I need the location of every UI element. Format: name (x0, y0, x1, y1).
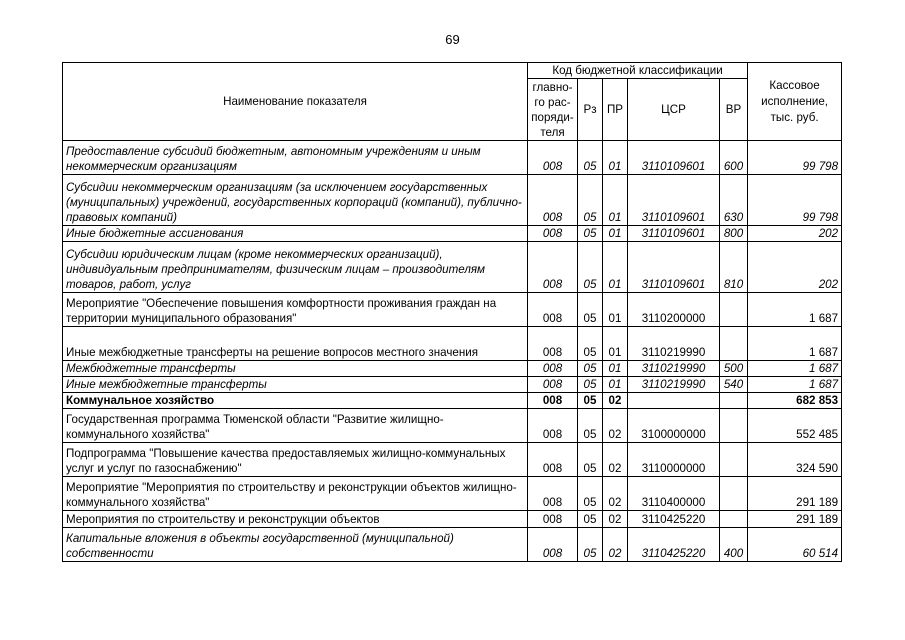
row-pr: 02 (603, 528, 628, 562)
header-main-manager: главно-го рас-поряди-теля (528, 79, 578, 141)
table-row (63, 528, 842, 562)
row-rz: 05 (578, 293, 603, 327)
row-amount: 1 687 (748, 327, 842, 361)
row-rz: 05 (578, 511, 603, 528)
row-name: Иные межбюджетные трансферты на решение вопросов местного значения (63, 327, 528, 361)
header-pr: ПР (603, 79, 628, 141)
row-csr: 3110425220 (628, 528, 720, 562)
row-vr (720, 327, 748, 361)
header-amount: Кассовое исполнение, тыс. руб. (748, 63, 842, 141)
header-vr: ВР (720, 79, 748, 141)
table-row (63, 443, 842, 477)
row-amount: 1 687 (748, 377, 842, 393)
row-vr (720, 393, 748, 409)
row-vr: 800 (720, 226, 748, 242)
table-row (63, 293, 842, 327)
row-name: Субсидии некоммерческим организациям (за исключением государственных (муниципальных) учреждений, государственных корпораций (компаний), публично-правовых компаний) (63, 175, 528, 226)
row-amount: 1 687 (748, 293, 842, 327)
row-amount: 291 189 (748, 477, 842, 511)
row-rz: 05 (578, 141, 603, 175)
row-main-manager: 008 (528, 511, 578, 528)
row-vr: 600 (720, 141, 748, 175)
row-vr: 630 (720, 175, 748, 226)
row-amount: 202 (748, 242, 842, 293)
row-rz: 05 (578, 528, 603, 562)
row-csr: 3110109601 (628, 242, 720, 293)
row-rz: 05 (578, 409, 603, 443)
row-main-manager: 008 (528, 293, 578, 327)
row-pr: 02 (603, 477, 628, 511)
row-name: Иные бюджетные ассигнования (63, 226, 528, 242)
row-pr: 01 (603, 327, 628, 361)
row-csr: 3110219990 (628, 361, 720, 377)
row-pr: 02 (603, 393, 628, 409)
table-row (63, 242, 842, 293)
row-vr: 500 (720, 361, 748, 377)
row-amount: 202 (748, 226, 842, 242)
row-main-manager: 008 (528, 242, 578, 293)
row-pr: 01 (603, 361, 628, 377)
row-vr (720, 443, 748, 477)
row-rz: 05 (578, 377, 603, 393)
row-main-manager: 008 (528, 141, 578, 175)
row-name: Подпрограмма "Повышение качества предоставляемых жилищно-коммунальных услуг и услуг по газоснабжению" (63, 443, 528, 477)
row-pr: 02 (603, 409, 628, 443)
row-main-manager: 008 (528, 327, 578, 361)
table-row (63, 175, 842, 226)
table-row (63, 477, 842, 511)
row-rz: 05 (578, 443, 603, 477)
row-main-manager: 008 (528, 409, 578, 443)
row-main-manager: 008 (528, 361, 578, 377)
row-pr: 01 (603, 141, 628, 175)
row-amount: 60 514 (748, 528, 842, 562)
row-rz: 05 (578, 242, 603, 293)
table-row (63, 377, 842, 393)
row-vr (720, 293, 748, 327)
row-main-manager: 008 (528, 226, 578, 242)
row-csr: 3110200000 (628, 293, 720, 327)
row-main-manager: 008 (528, 377, 578, 393)
row-vr (720, 477, 748, 511)
row-pr: 01 (603, 175, 628, 226)
row-vr (720, 409, 748, 443)
table-row (63, 361, 842, 377)
row-name: Коммунальное хозяйство (63, 393, 528, 409)
table-row (63, 327, 842, 361)
row-name: Государственная программа Тюменской области "Развитие жилищно-коммунального хозяйства" (63, 409, 528, 443)
row-main-manager: 008 (528, 175, 578, 226)
row-pr: 02 (603, 443, 628, 477)
row-name: Межбюджетные трансферты (63, 361, 528, 377)
table-row (63, 511, 842, 528)
header-csr: ЦСР (628, 79, 720, 141)
header-name: Наименование показателя (63, 63, 528, 141)
row-pr: 02 (603, 511, 628, 528)
row-csr (628, 393, 720, 409)
row-vr (720, 511, 748, 528)
row-main-manager: 008 (528, 528, 578, 562)
row-name: Мероприятия по строительству и реконструкции объектов (63, 511, 528, 528)
row-csr: 3110219990 (628, 327, 720, 361)
row-amount: 99 798 (748, 175, 842, 226)
row-vr: 540 (720, 377, 748, 393)
row-csr: 3110219990 (628, 377, 720, 393)
budget-table (62, 62, 842, 562)
table-row (63, 393, 842, 409)
row-csr: 3110425220 (628, 511, 720, 528)
row-pr: 01 (603, 377, 628, 393)
row-name: Мероприятие "Мероприятия по строительству и реконструкции объектов жилищно-коммунального хозяйства" (63, 477, 528, 511)
header-code-group: Код бюджетной классификации (528, 63, 748, 79)
row-main-manager: 008 (528, 477, 578, 511)
row-csr: 3110400000 (628, 477, 720, 511)
row-rz: 05 (578, 393, 603, 409)
row-pr: 01 (603, 226, 628, 242)
row-amount: 99 798 (748, 141, 842, 175)
row-amount: 324 590 (748, 443, 842, 477)
row-amount: 552 485 (748, 409, 842, 443)
row-name: Капитальные вложения в объекты государственной (муниципальной) собственности (63, 528, 528, 562)
table-row (63, 409, 842, 443)
row-csr: 3110109601 (628, 175, 720, 226)
row-amount: 1 687 (748, 361, 842, 377)
row-pr: 01 (603, 293, 628, 327)
row-vr: 400 (720, 528, 748, 562)
row-name: Предоставление субсидий бюджетным, автономным учреждениям и иным некоммерческим организациям (63, 141, 528, 175)
row-csr: 3110109601 (628, 141, 720, 175)
page-number: 69 (445, 32, 460, 47)
header-rz: Рз (578, 79, 603, 141)
row-rz: 05 (578, 226, 603, 242)
row-amount: 291 189 (748, 511, 842, 528)
row-name: Иные межбюджетные трансферты (63, 377, 528, 393)
table-body (63, 141, 842, 562)
row-amount: 682 853 (748, 393, 842, 409)
row-rz: 05 (578, 327, 603, 361)
row-main-manager: 008 (528, 443, 578, 477)
row-vr: 810 (720, 242, 748, 293)
table-row (63, 141, 842, 175)
row-rz: 05 (578, 175, 603, 226)
row-csr: 3110000000 (628, 443, 720, 477)
row-csr: 3100000000 (628, 409, 720, 443)
row-main-manager: 008 (528, 393, 578, 409)
row-name: Субсидии юридическим лицам (кроме некоммерческих организаций), индивидуальным предпринимателям, физическим лицам – производителям товаров, работ, услуг (63, 242, 528, 293)
row-rz: 05 (578, 477, 603, 511)
row-rz: 05 (578, 361, 603, 377)
row-name: Мероприятие "Обеспечение повышения комфортности проживания граждан на территории муниципального образования" (63, 293, 528, 327)
row-pr: 01 (603, 242, 628, 293)
table-row (63, 226, 842, 242)
row-csr: 3110109601 (628, 226, 720, 242)
